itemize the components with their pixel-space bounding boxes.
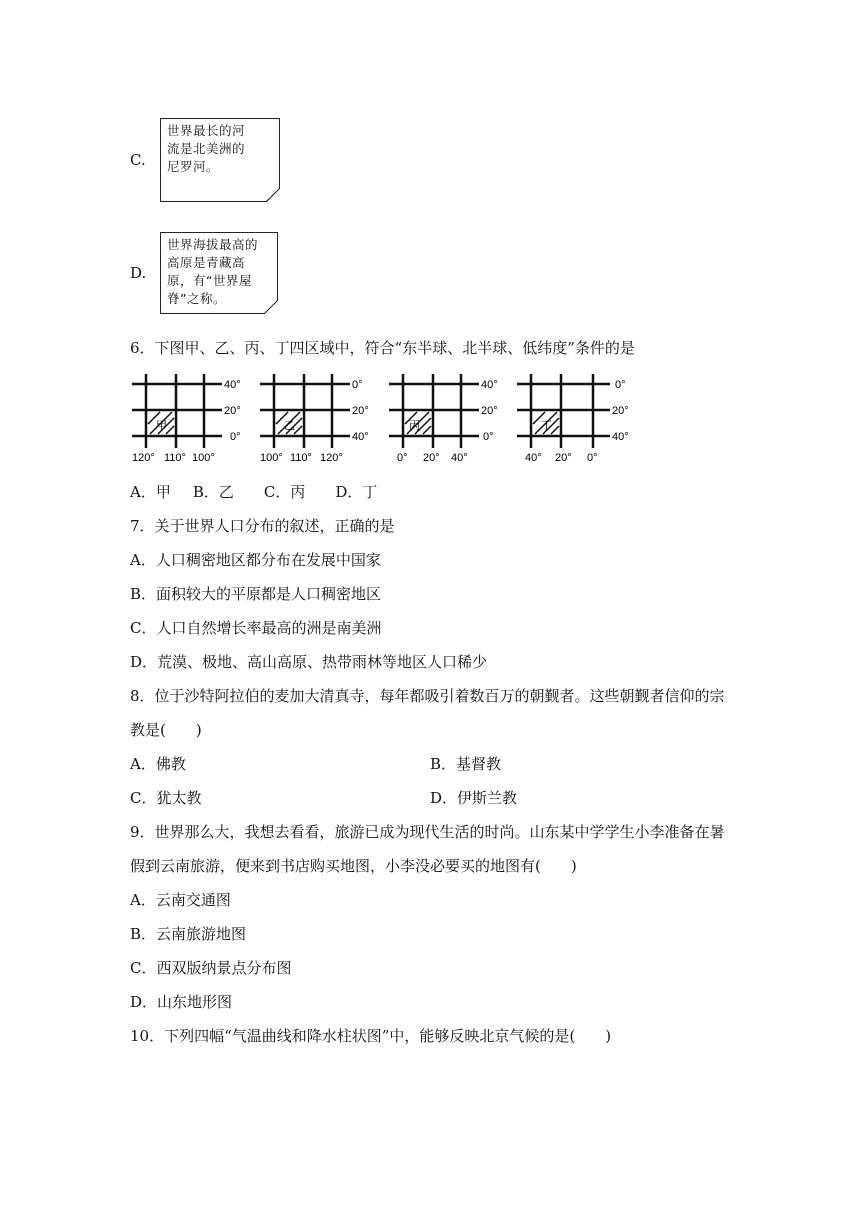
q5-option-c-letter: C. — [130, 151, 146, 169]
lat-label: 0° — [352, 379, 363, 391]
q9-option-a[interactable]: A．云南交通图 — [130, 891, 231, 909]
q8-stem-line1: 8．位于沙特阿拉伯的麦加大清真寺，每年都吸引着数百万的朝觐者。这些朝觐者信仰的宗 — [130, 687, 725, 705]
lat-label: 20° — [352, 405, 369, 417]
map-region-label: 丁 — [541, 420, 552, 432]
lat-label: 20° — [224, 405, 241, 417]
q6-stem: 6．下图甲、乙、丙、丁四区域中，符合“东半球、北半球、低纬度”条件的是 — [130, 339, 635, 357]
lon-label: 40° — [451, 452, 468, 464]
q6-option-b[interactable]: B．乙 — [192, 483, 234, 501]
note-line: 世界海拔最高的 — [167, 237, 259, 252]
q7-stem: 7．关于世界人口分布的叙述，正确的是 — [130, 517, 395, 535]
q6-options — [130, 482, 377, 502]
lon-label: 0° — [397, 452, 408, 464]
q7-option-c[interactable]: C．人口自然增长率最高的洲是南美洲 — [130, 619, 382, 637]
q10-stem: 10．下列四幅“气温曲线和降水柱状图”中，能够反映北京气候的是( ) — [130, 1027, 612, 1045]
q9-option-b[interactable]: B．云南旅游地图 — [130, 925, 247, 943]
q6-option-a[interactable]: A．甲 — [130, 483, 171, 501]
q6-option-d[interactable]: D．丁 — [335, 483, 378, 501]
q9-option-d[interactable]: D．山东地形图 — [130, 993, 233, 1011]
lat-label: 40° — [612, 431, 629, 443]
lat-label: 40° — [352, 431, 369, 443]
map-bing — [387, 372, 507, 464]
lon-label: 20° — [555, 452, 572, 464]
lon-label: 40° — [525, 452, 542, 464]
q5-option-d-letter: D. — [130, 264, 147, 282]
lon-label: 0° — [587, 452, 598, 464]
map-yi — [258, 372, 378, 464]
q7-option-d[interactable]: D．荒漠、极地、高山高原、热带雨林等地区人口稀少 — [130, 653, 488, 671]
lon-label: 110° — [164, 452, 186, 464]
lat-label: 0° — [483, 431, 494, 443]
lon-label: 110° — [290, 452, 312, 464]
q6-option-c[interactable]: C．丙 — [263, 483, 306, 501]
lat-label: 40° — [481, 379, 498, 391]
note-line: 世界最长的河 — [167, 123, 246, 138]
note-line: 脊”之称。 — [167, 291, 226, 306]
q7-option-a[interactable]: A．人口稠密地区都分布在发展中国家 — [130, 551, 381, 569]
lon-label: 20° — [423, 452, 440, 464]
q5-option-d-note[interactable] — [160, 232, 278, 314]
q9-option-c[interactable]: C．西双版纳景点分布图 — [130, 959, 292, 977]
page-fold-icon — [264, 300, 278, 314]
map-region-label: 乙 — [284, 420, 295, 432]
q8-option-c[interactable]: C．犹太教 — [130, 789, 202, 807]
lat-label: 20° — [612, 405, 629, 417]
lon-label: 120° — [320, 452, 343, 464]
map-region-label: 甲 — [156, 420, 167, 432]
lon-label: 120° — [132, 452, 155, 464]
q8-option-d[interactable]: D．伊斯兰教 — [430, 789, 518, 807]
lat-label: 0° — [230, 431, 241, 443]
page-fold-icon — [266, 188, 280, 202]
note-line: 高原是青藏高 — [167, 255, 246, 270]
map-ding — [515, 372, 640, 464]
q8-option-a[interactable]: A．佛教 — [130, 755, 186, 773]
note-line: 流是北美洲的 — [167, 141, 246, 156]
q9-stem-line2: 假到云南旅游，便来到书店购买地图，小李没必要买的地图有( ) — [130, 857, 577, 875]
map-jia — [130, 372, 250, 464]
q5-option-c-note[interactable] — [160, 118, 280, 202]
lat-label: 40° — [224, 379, 241, 391]
q8-option-b[interactable]: B．基督教 — [430, 755, 502, 773]
lat-label: 20° — [481, 405, 498, 417]
lon-label: 100° — [260, 452, 283, 464]
q7-option-b[interactable]: B．面积较大的平原都是人口稠密地区 — [130, 585, 382, 603]
map-region-label: 丙 — [409, 420, 420, 432]
lon-label: 100° — [192, 452, 215, 464]
note-line: 尼罗河。 — [167, 159, 220, 174]
q8-stem-line2: 教是( ) — [130, 721, 202, 739]
lat-label: 0° — [615, 379, 626, 391]
q9-stem-line1: 9．世界那么大，我想去看看，旅游已成为现代生活的时尚。山东某中学学生小李准备在暑 — [130, 823, 725, 841]
note-line: 原，有“世界屋 — [167, 273, 252, 288]
